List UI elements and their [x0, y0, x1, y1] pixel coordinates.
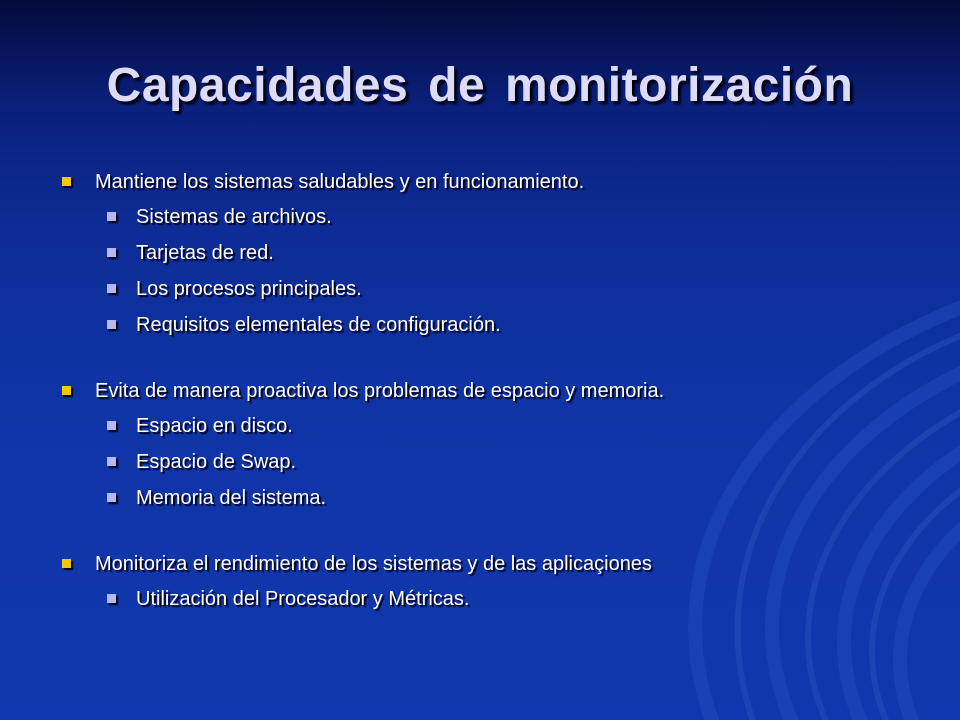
square-bullet-icon: [107, 493, 116, 502]
square-bullet-icon: [107, 284, 116, 293]
square-bullet-icon: [107, 457, 116, 466]
sub-list-item: [60, 450, 920, 486]
list-item: [60, 552, 920, 587]
list-item-text: Mantiene los sistemas saludables y en funcionamiento.: [95, 171, 585, 193]
list-item: [60, 379, 920, 414]
square-bullet-icon: [107, 320, 116, 329]
sub-list-item: [60, 587, 920, 623]
bullet-list: [60, 170, 920, 653]
list-item-text: Evita de manera proactiva los problemas de espacio y memoria.: [95, 380, 665, 402]
list-item-text: Monitoriza el rendimiento de los sistemas y de las aplicaçiones: [95, 553, 652, 575]
sub-list-item-text: Espacio en disco.: [136, 415, 293, 437]
square-bullet-icon: [107, 212, 116, 221]
sub-list-item: [60, 486, 920, 522]
sub-list-item: [60, 313, 920, 349]
list-item: [60, 170, 920, 205]
sub-list-item-text: Tarjetas de red.: [136, 242, 274, 264]
slide-title: Capacidades de monitorización: [106, 59, 854, 112]
sub-list-item: [60, 277, 920, 313]
sub-list-item: [60, 241, 920, 277]
square-bullet-icon: [107, 421, 116, 430]
sub-list-item-text: Los procesos principales.: [136, 278, 362, 300]
square-bullet-icon: [107, 248, 116, 257]
square-bullet-icon: [62, 177, 71, 186]
bullet-group-performance: [60, 552, 920, 623]
sub-list-item-text: Memoria del sistema.: [136, 487, 327, 509]
sub-list-item-text: Espacio de Swap.: [136, 451, 297, 473]
sub-list-item-text: Utilización del Procesador y Métricas.: [136, 588, 470, 610]
sub-list-item-text: Requisitos elementales de configuración.: [136, 314, 501, 336]
bullet-group-space-memory: [60, 379, 920, 522]
bullet-group-health: [60, 170, 920, 349]
sub-list-item: [60, 414, 920, 450]
square-bullet-icon: [107, 594, 116, 603]
square-bullet-icon: [62, 386, 71, 395]
sub-list-item-text: Sistemas de archivos.: [136, 206, 332, 228]
square-bullet-icon: [62, 559, 71, 568]
sub-list-item: [60, 205, 920, 241]
